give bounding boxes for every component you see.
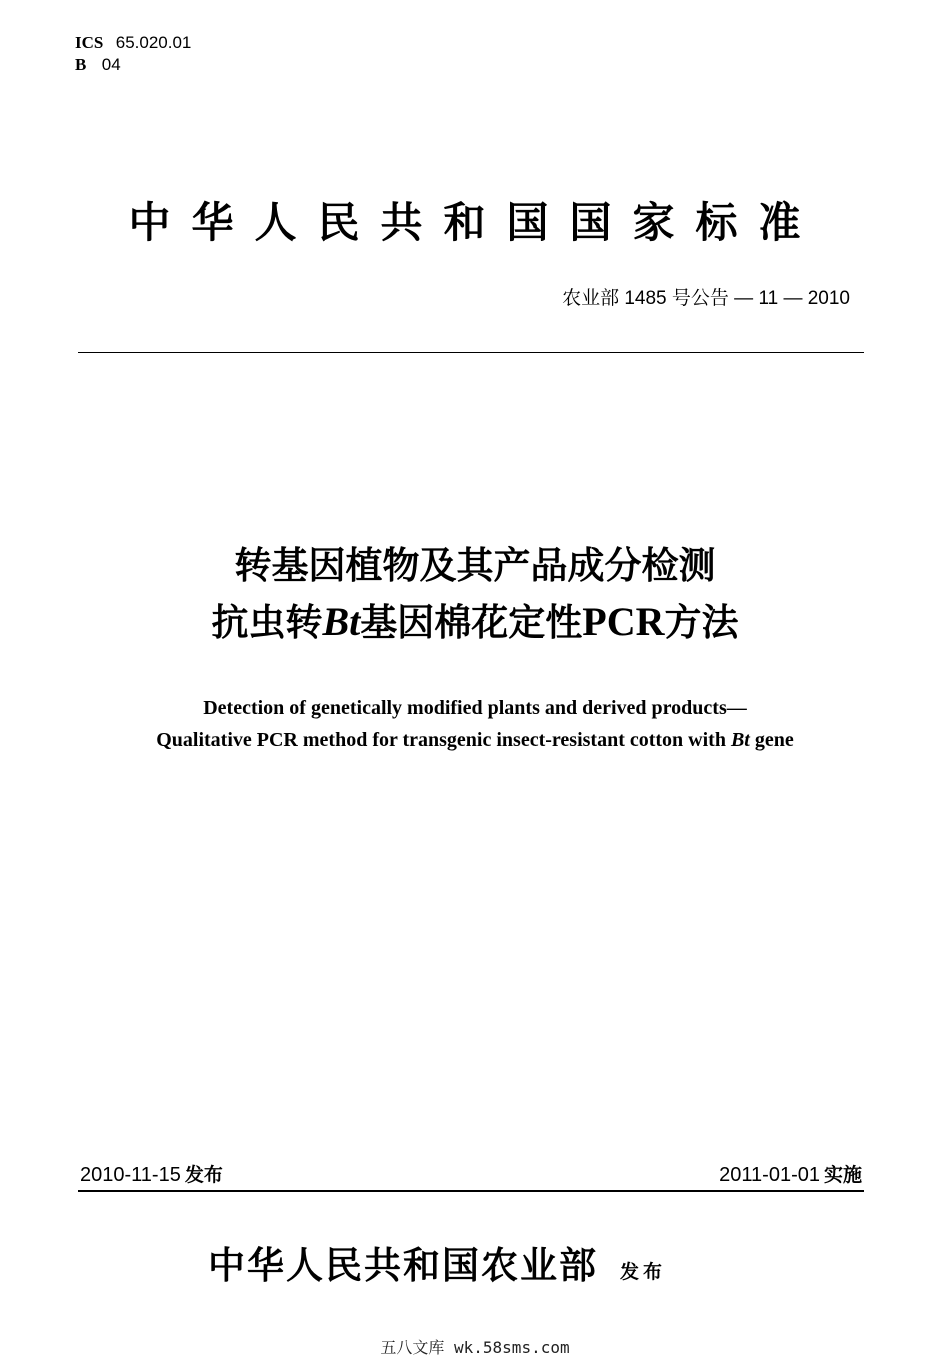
chinese-title-part: 基因棉花定性	[360, 601, 583, 644]
english-title-line-2	[0, 724, 950, 756]
implement-date	[719, 1160, 862, 1187]
english-title-bt: Bt	[730, 729, 750, 751]
issuer	[208, 1235, 666, 1289]
issuer-name: 中华人民共和国农业部	[208, 1243, 598, 1287]
classification-codes	[75, 32, 191, 76]
implement-label: 实施	[823, 1164, 862, 1186]
publish-date-value: 2010-11-15	[80, 1164, 181, 1186]
chinese-title-part: 方法	[664, 601, 739, 644]
publish-label: 发布	[184, 1164, 223, 1186]
ics-code: 65.020.01	[115, 33, 192, 52]
english-title-part: Qualitative PCR method for transgenic insect-resistant cotton with	[156, 729, 726, 751]
class-label: B	[75, 55, 87, 74]
publish-date	[80, 1160, 223, 1187]
ics-line	[75, 32, 191, 54]
class-line	[75, 54, 191, 76]
ics-label: ICS	[75, 33, 104, 52]
chinese-title-pcr: PCR	[582, 599, 665, 644]
chinese-title-bt: Bt	[322, 599, 361, 644]
chinese-title-part: 抗虫转	[211, 601, 323, 644]
class-code: 04	[101, 55, 121, 74]
implement-date-value: 2011-01-01	[719, 1164, 820, 1186]
chinese-title-line-1: 转基因植物及其产品成分检测	[234, 544, 716, 587]
top-divider	[78, 352, 864, 353]
national-standard-heading: 中华人民共和国国家标准	[128, 198, 822, 247]
bottom-divider	[78, 1190, 864, 1192]
english-title-part: gene	[754, 729, 794, 751]
english-title	[0, 692, 950, 756]
chinese-title-line-2	[0, 594, 950, 651]
issuer-action: 发布	[620, 1261, 667, 1283]
watermark: 五八文库 wk.58sms.com	[380, 1338, 570, 1357]
english-title-line-1: Detection of genetically modified plants and derived products—	[203, 697, 747, 719]
standard-number: 农业部 1485 号公告 — 11 — 2010	[562, 288, 850, 309]
chinese-title	[0, 538, 950, 651]
